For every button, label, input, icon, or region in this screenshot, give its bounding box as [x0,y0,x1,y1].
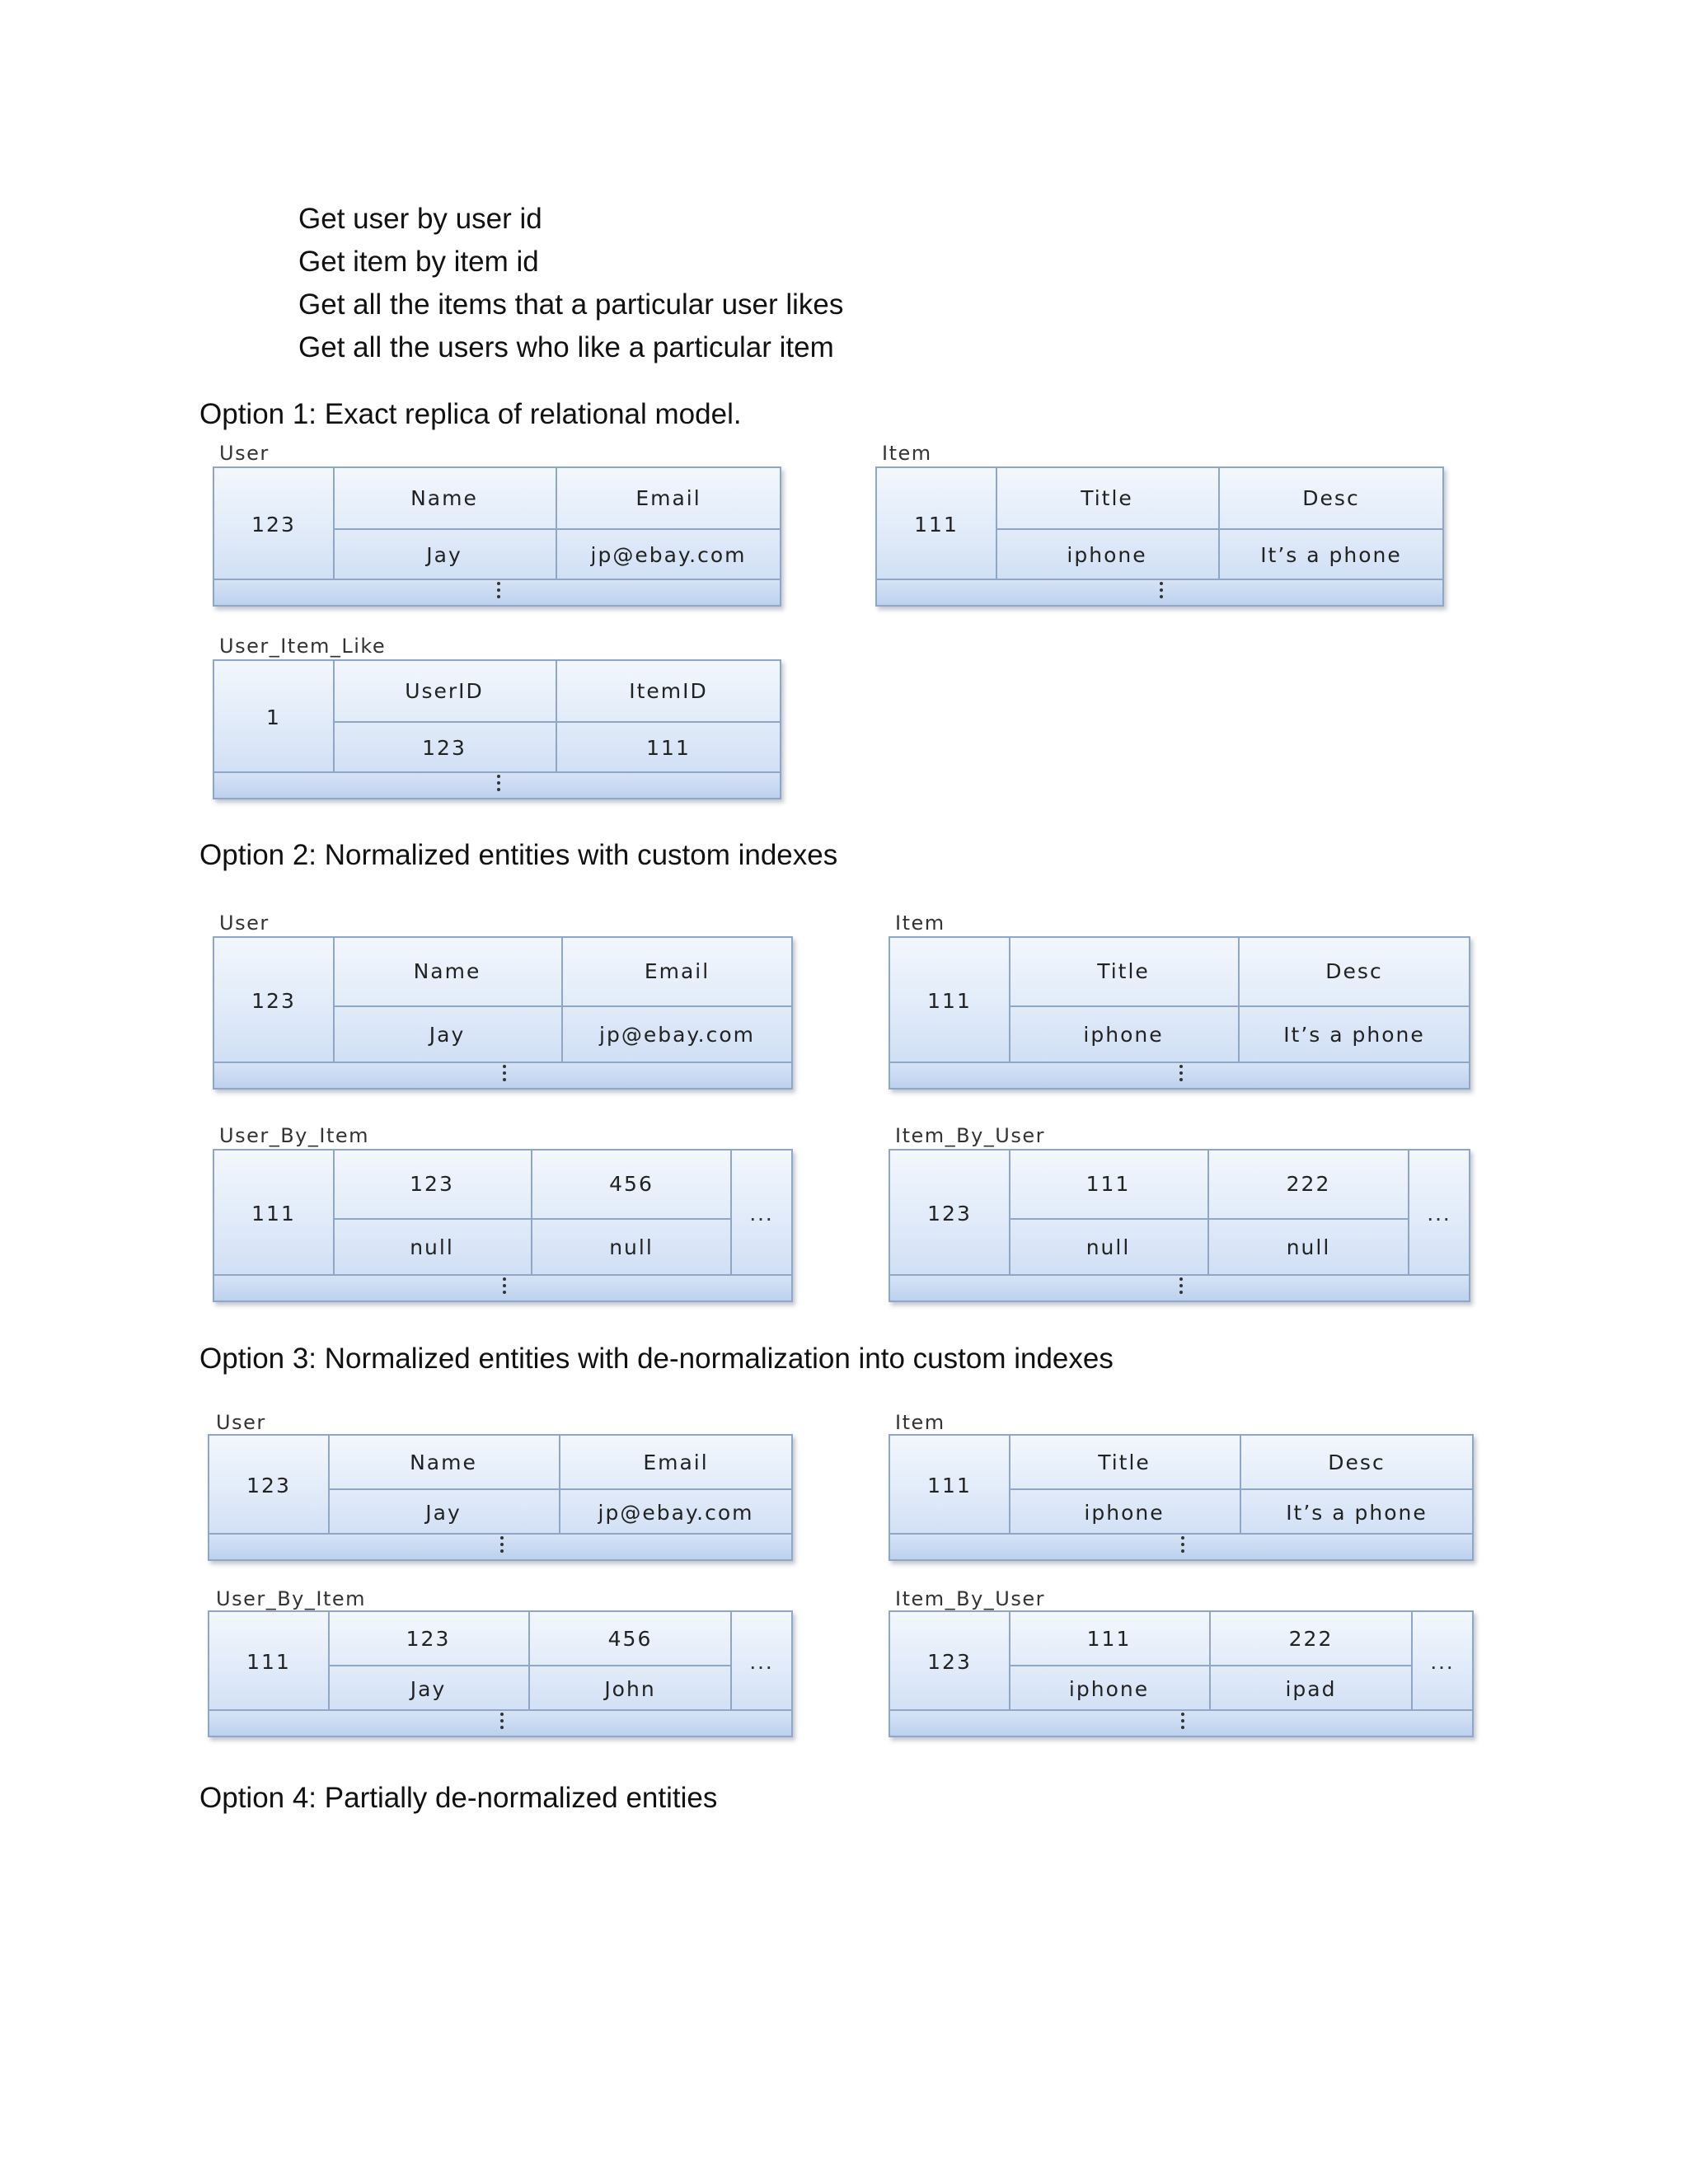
column-name: Title [1009,938,1238,1007]
column-name: Name [333,468,556,530]
row-key: 123 [209,1436,330,1535]
more-rows-bar [214,1274,791,1301]
more-columns-ellipsis: ... [1430,1648,1455,1674]
more-rows-bar [214,1062,791,1088]
column-list [328,1612,791,1711]
column-list [333,468,780,580]
row-key: 123 [890,1612,1010,1711]
column [1009,938,1240,1063]
column [333,938,563,1063]
column-value: Jay [425,1500,462,1525]
column [1240,938,1469,1063]
column-family-label: User [219,912,270,935]
vertical-ellipsis-icon [496,582,501,603]
row-key: 111 [214,1151,335,1276]
column [1211,1612,1413,1711]
column-family-box [213,659,781,799]
column-value: John [604,1676,656,1701]
column-name: Email [560,1436,791,1490]
column-list [333,1151,791,1276]
column-family-label: User [219,442,270,465]
option-4-heading: Option 4: Partially de-normalized entities [199,1782,718,1814]
vertical-ellipsis-icon [496,775,501,796]
column [532,1151,732,1276]
column-list [333,661,780,773]
row-key: 123 [214,468,335,580]
column-value: It’s a phone [1260,543,1402,568]
more-columns-ellipsis: ... [749,1648,774,1674]
column [1009,1151,1209,1276]
column-value: null [410,1235,454,1260]
query-item: Get item by item id [298,246,539,278]
column-list [1009,938,1469,1063]
column-family-box [213,936,793,1090]
more-rows-bar [890,1709,1472,1736]
column-value: null [1085,1235,1131,1260]
vertical-ellipsis-icon [1179,1277,1184,1299]
column [333,468,557,580]
column-value: jp@ebay.com [590,543,747,568]
column-list [1009,1612,1472,1711]
more-rows-bar [890,1274,1469,1301]
query-item: Get all the items that a particular user likes [298,288,844,321]
column-family-label: User_Item_Like [219,635,387,658]
column-value: iphone [1083,1023,1164,1047]
column-name: 123 [328,1612,528,1666]
row-key: 123 [890,1151,1010,1276]
more-columns-ellipsis: ... [1427,1200,1451,1226]
column-value: Jay [429,1023,466,1047]
column-value: It’s a phone [1283,1023,1425,1047]
column [333,661,557,773]
column-name: 456 [530,1612,730,1666]
column-name: Title [1009,1436,1240,1490]
query-item: Get all the users who like a particular item [298,331,834,363]
column-value: Jay [426,543,462,568]
column-name: Name [333,938,561,1007]
vertical-ellipsis-icon [1179,1065,1184,1086]
column [1009,1612,1211,1711]
vertical-ellipsis-icon [1180,1536,1185,1558]
more-rows-bar [890,1062,1469,1088]
column-name: 456 [532,1151,730,1220]
column-family-box [208,1610,793,1737]
column-list [328,1436,791,1535]
query-item: Get user by user id [298,203,542,235]
more-rows-bar [209,1533,791,1559]
more-rows-bar [214,579,780,605]
column-list [333,938,791,1063]
column-name: ItemID [557,661,780,723]
column-name: 111 [1009,1612,1209,1666]
vertical-ellipsis-icon [1159,582,1164,603]
column-value: jp@ebay.com [599,1023,755,1047]
column-value: jp@ebay.com [598,1500,754,1525]
column [557,661,780,773]
column-value: Jay [410,1676,447,1701]
column-value: It’s a phone [1286,1500,1428,1525]
column-name: Desc [1220,468,1442,530]
column-family-label: Item_By_User [895,1587,1046,1610]
column-name: Email [557,468,780,530]
column-name: Title [996,468,1218,530]
column-name: UserID [333,661,556,723]
vertical-ellipsis-icon [502,1277,507,1299]
vertical-ellipsis-icon [499,1536,504,1558]
option-3-heading: Option 3: Normalized entities with de-normalization into custom indexes [199,1343,1114,1375]
column-value: null [1286,1235,1331,1260]
row-key: 111 [877,468,997,580]
row-key: 111 [890,1436,1010,1535]
column-family-box [889,1149,1470,1302]
column-name: 123 [333,1151,531,1220]
vertical-ellipsis-icon [499,1713,504,1734]
column-name: Email [563,938,791,1007]
column-name: Desc [1240,938,1469,1007]
column-name: Name [328,1436,559,1490]
column-name: 111 [1009,1151,1207,1220]
column-family-box [889,936,1470,1090]
column-value: iphone [1084,1500,1165,1525]
row-key: 111 [890,938,1010,1063]
column-family-label: Item [882,442,932,465]
column-value: ipad [1285,1676,1337,1701]
option-2-heading: Option 2: Normalized entities with custom indexes [199,839,838,871]
column-family-label: User_By_Item [219,1124,370,1147]
vertical-ellipsis-icon [1180,1713,1185,1734]
column [530,1612,732,1711]
vertical-ellipsis-icon [502,1065,507,1086]
more-rows-bar [214,771,780,798]
column [560,1436,791,1535]
column [328,1436,560,1535]
column-name: 222 [1211,1612,1411,1666]
column-family-box [213,1149,793,1302]
column-value: null [609,1235,654,1260]
query-list [298,198,843,369]
column-family-box [875,466,1444,607]
column [328,1612,530,1711]
column-list [1009,1151,1469,1276]
column-value: iphone [1067,543,1147,568]
column [1220,468,1442,580]
column-family-box [213,466,781,607]
row-key: 123 [214,938,335,1063]
column-family-label: Item [895,912,945,935]
column-family-label: User [216,1411,266,1434]
column [1209,1151,1409,1276]
more-rows-bar [890,1533,1472,1559]
column-family-box [208,1434,793,1561]
column-name: Desc [1241,1436,1472,1490]
column-value: 123 [422,736,467,761]
row-key: 111 [209,1612,330,1711]
column-value: 111 [646,736,691,761]
column [1009,1436,1241,1535]
column-family-label: Item [895,1411,945,1434]
column [333,1151,532,1276]
column-family-box [889,1434,1474,1561]
column-name: 222 [1209,1151,1408,1220]
column-family-label: Item_By_User [895,1124,1046,1147]
more-columns-ellipsis: ... [749,1200,774,1226]
more-rows-bar [209,1709,791,1736]
column-list [1009,1436,1472,1535]
column [1241,1436,1472,1535]
row-key: 1 [214,661,335,773]
column-family-label: User_By_Item [216,1587,367,1610]
column [563,938,791,1063]
column [996,468,1220,580]
more-rows-bar [877,579,1442,605]
column-value: iphone [1068,1676,1150,1701]
option-1-heading: Option 1: Exact replica of relational model. [199,398,742,430]
column-family-box [889,1610,1474,1737]
column [557,468,780,580]
column-list [996,468,1442,580]
